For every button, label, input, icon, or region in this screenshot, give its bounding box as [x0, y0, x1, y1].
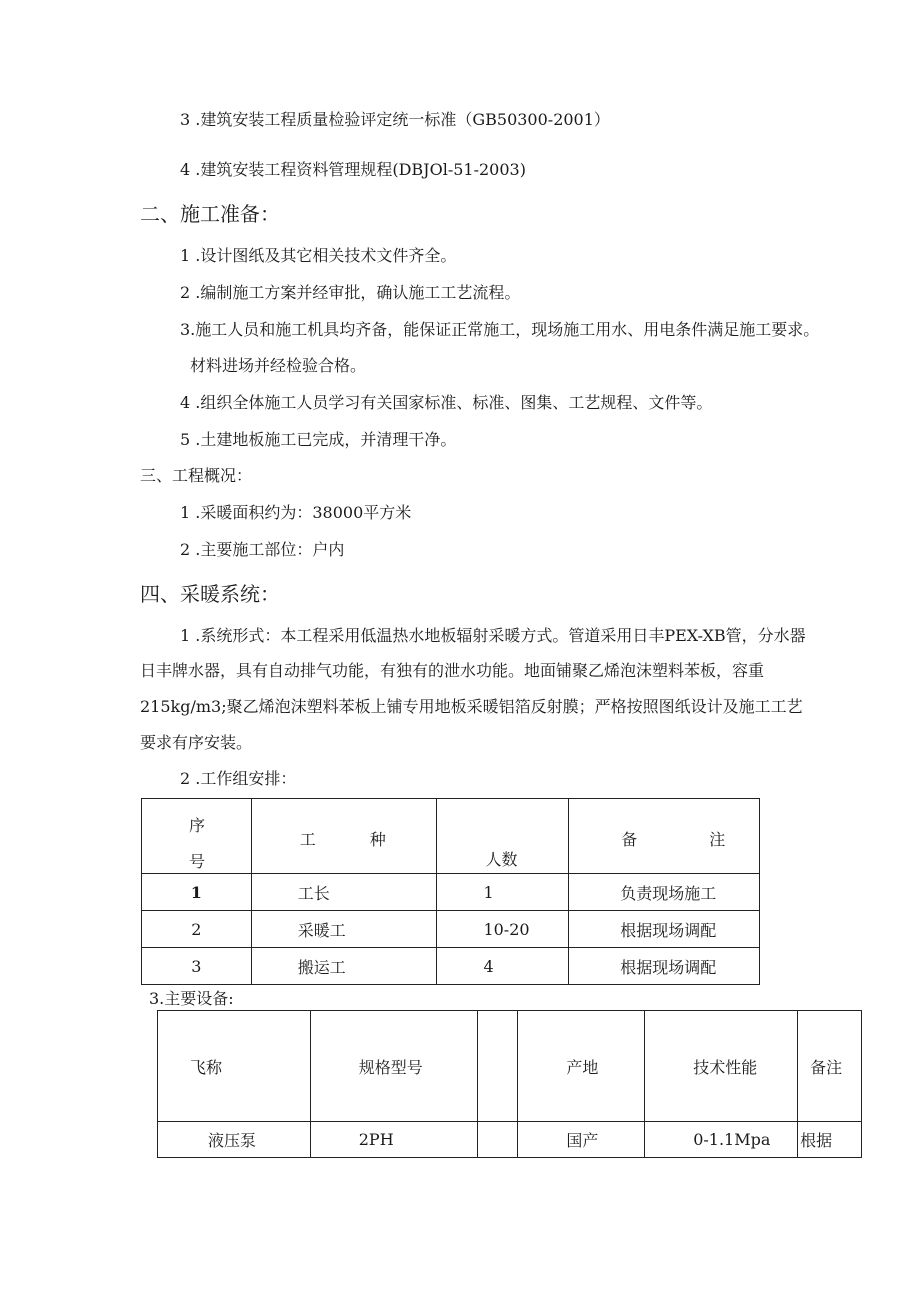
header-note: 备注	[798, 1011, 862, 1122]
table-row	[158, 1122, 862, 1158]
row-type: 搬运工	[251, 948, 437, 985]
heating-system-line-4: 要求有序安装。	[140, 733, 253, 752]
table-row	[142, 874, 760, 911]
row-origin: 国产	[518, 1122, 645, 1158]
equipment-table	[157, 1010, 862, 1158]
header-note-b: 注	[709, 830, 726, 849]
header-model: 规格型号	[310, 1011, 477, 1122]
header-note-a: 备	[621, 830, 638, 849]
equipment-heading: 3.主要设备:	[149, 989, 234, 1008]
row-blank	[477, 1122, 518, 1158]
standard-item-4: 4 .建筑安装工程资料管理规程(DBJOl-51-2003)	[180, 160, 526, 179]
overview-item-1: 1 .采暖面积约为：38000平方米	[180, 503, 412, 522]
header-type-cell	[251, 799, 437, 874]
prep-item-3: 3.施工人员和施工机具均齐备，能保证正常施工，现场施工用水、用电条件满足施工要求。	[180, 320, 820, 339]
row-note: 根据	[798, 1122, 862, 1158]
header-count: 人数	[485, 850, 518, 869]
section-heading-preparation: 二、施工准备：	[140, 202, 280, 226]
header-seq-cell	[142, 799, 252, 874]
overview-item-2: 2 .主要施工部位：户内	[180, 540, 345, 559]
row-note: 根据现场调配	[569, 911, 760, 948]
prep-item-4: 4 .组织全体施工人员学习有关国家标准、标准、图集、工艺规程、文件等。	[180, 393, 713, 412]
work-group-table	[141, 798, 760, 985]
prep-item-5: 5 .土建地板施工已完成，并清理干净。	[180, 430, 457, 449]
heating-system-line-2: 日丰牌水器，具有自动排气功能，有独有的泄水功能。地面铺聚乙烯泡沫塑料苯板，容重	[140, 661, 765, 680]
header-type-b: 种	[369, 830, 386, 849]
row-note: 根据现场调配	[569, 948, 760, 985]
row-note: 负责现场施工	[569, 874, 760, 911]
row-seq: 3	[142, 948, 252, 985]
header-seq-b: 号	[189, 852, 206, 871]
header-blank	[477, 1011, 518, 1122]
table-header-row	[158, 1011, 862, 1122]
header-count-cell	[437, 799, 569, 874]
header-type-a: 工	[299, 830, 316, 849]
header-note-cell	[569, 799, 760, 874]
section-heading-overview: 三、工程概况：	[140, 466, 253, 485]
standard-item-3: 3 .建筑安装工程质量检验评定统一标准（GB50300-2001）	[180, 110, 610, 129]
table-row	[142, 911, 760, 948]
header-name: 飞称	[158, 1011, 311, 1122]
row-model: 2PH	[310, 1122, 477, 1158]
row-name: 液压泵	[158, 1122, 311, 1158]
header-perf: 技术性能	[645, 1011, 798, 1122]
header-seq-a: 序	[189, 816, 206, 835]
table-row	[142, 948, 760, 985]
row-perf: 0-1.1Mpa	[645, 1122, 798, 1158]
row-seq: 1	[142, 874, 252, 911]
prep-item-3-cont: 材料进场并经检验合格。	[190, 356, 367, 375]
section-heading-heating: 四、采暖系统：	[140, 582, 280, 606]
table-header-row	[142, 799, 760, 874]
prep-item-1: 1 .设计图纸及其它相关技术文件齐全。	[180, 246, 457, 265]
row-count: 1	[437, 874, 569, 911]
work-group-heading: 2 .工作组安排：	[180, 769, 297, 788]
row-type: 采暖工	[251, 911, 437, 948]
prep-item-2: 2 .编制施工方案并经审批，确认施工工艺流程。	[180, 283, 521, 302]
header-origin: 产地	[518, 1011, 645, 1122]
row-count: 4	[437, 948, 569, 985]
row-type: 工长	[251, 874, 437, 911]
heating-system-line-3: 215kg∕m3;聚乙烯泡沫塑料苯板上铺专用地板采暖铝箔反射膜；严格按照图纸设计及施工工艺	[140, 697, 803, 716]
row-seq: 2	[142, 911, 252, 948]
heating-system-line-1: 1 .系统形式：本工程采用低温热水地板辐射采暖方式。管道采用日丰PEX-XB管，分水器	[180, 626, 806, 645]
row-count: 10-20	[437, 911, 569, 948]
